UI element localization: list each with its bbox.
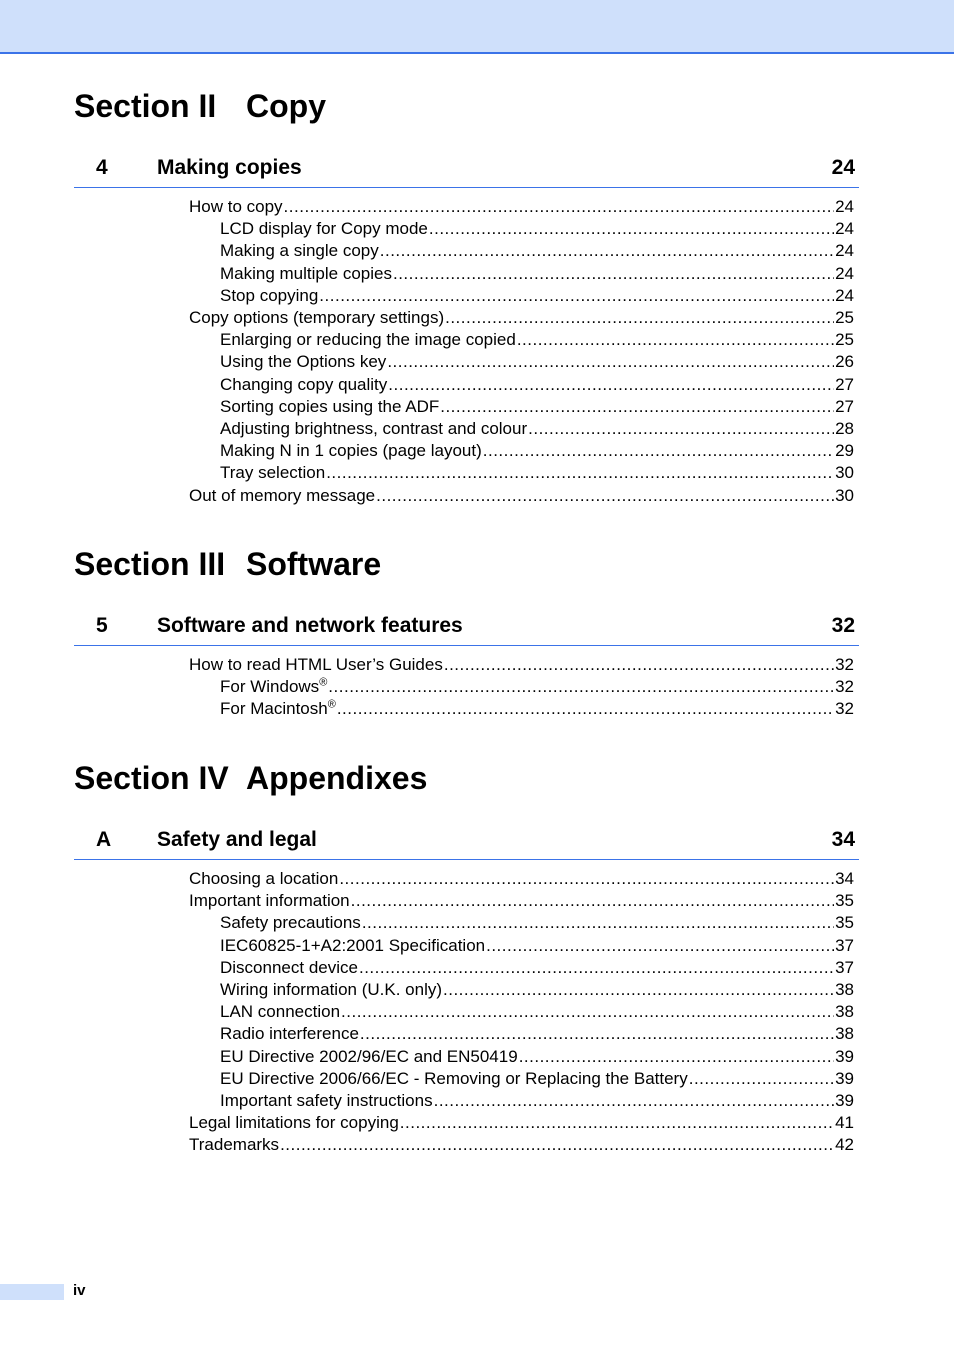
dot-leader [326,462,834,484]
toc-entry[interactable] [220,698,854,720]
section-name: Appendixes [246,760,428,796]
toc-entry-title [220,1001,340,1023]
section-label: Section II [74,88,217,124]
toc-entry-text: Choosing a location [189,869,339,888]
toc-entry-text: How to copy [189,197,283,216]
toc-entry-title [220,979,442,1001]
chapter-title: Safety and legal [157,828,317,851]
toc-entry-page: 39 [835,1068,854,1088]
dot-leader [337,698,834,720]
dot-leader [388,374,834,396]
toc-entry-text: How to read HTML User’s Guides [189,655,443,674]
toc-entry-text: Important information [189,891,350,911]
toc-entry-page: 39 [835,1046,854,1066]
footer-page-number: iv [73,1282,86,1299]
toc-entry-text: Disconnect device [220,957,358,977]
toc-entry-text: EU Directive 2002/96/EC and EN50419 [220,1046,518,1066]
toc-entry-title [220,1023,359,1045]
toc-entry-page: 37 [835,935,854,955]
dot-leader [445,307,834,329]
toc-entry[interactable] [189,868,854,890]
toc-entry-text: Changing copy quality [220,374,388,394]
dot-leader [393,263,834,285]
toc-entry[interactable] [220,329,854,351]
toc-entry-title [220,912,361,934]
dot-leader [387,351,834,373]
chapter-number: A [96,828,112,851]
toc-entry[interactable] [189,890,854,912]
toc-entry-text: EU Directive 2006/66/EC - Removing or Replacing the Battery [220,1068,688,1088]
toc-entry-title [189,1112,399,1134]
toc-entry[interactable] [220,957,854,979]
toc-entry[interactable] [220,396,854,418]
section-title [74,760,428,796]
dot-leader [284,196,835,218]
toc-entry[interactable] [220,1001,854,1023]
section-title [74,88,326,124]
toc-entry-title [220,1068,688,1090]
footer-band [0,1284,64,1300]
toc-entry-page: 34 [835,869,854,888]
toc-entry-text: For Macintosh [220,699,328,719]
dot-leader [380,240,834,262]
dot-leader [483,440,834,462]
toc-entry-title [189,654,443,676]
toc-entry[interactable] [220,912,854,934]
toc-entry-title [220,440,482,462]
toc-entry-text: Adjusting brightness, contrast and colour [220,419,528,438]
toc-entry-title [189,868,338,890]
dot-leader [339,868,834,890]
toc-entry-text: Enlarging or reducing the image copied [220,330,516,350]
toc-entry-page: 27 [835,396,854,416]
chapter-page: 24 [831,156,855,179]
toc-entry[interactable] [220,374,854,396]
toc-entry[interactable] [220,218,854,240]
toc-entry[interactable] [220,351,854,373]
toc-entry-page: 29 [835,441,854,461]
toc-entry-title [220,676,327,698]
toc-entry[interactable] [220,440,854,462]
toc-entry-text: LAN connection [220,1002,341,1022]
chapter-page: 34 [831,828,855,851]
chapter-number: 5 [96,614,108,637]
toc-entry-text: Safety precautions [220,913,361,933]
toc-entry[interactable] [220,1023,854,1045]
toc-entry[interactable] [189,654,854,676]
toc-entry-page: 32 [835,699,854,719]
toc-entry-page: 25 [835,330,854,350]
toc-entry-page: 30 [835,463,854,483]
toc-entry-title [220,698,336,720]
chapter-page: 32 [831,614,855,637]
toc-entry[interactable] [189,196,854,218]
toc-entry[interactable] [220,418,854,440]
toc-entry-title [189,890,350,912]
toc-entry-page: 24 [835,241,854,261]
section-title [74,546,382,582]
toc-entry-text: For Windows [220,677,320,697]
section-name: Software [246,546,382,582]
toc-entry-title [220,396,439,418]
toc-entry-page: 38 [835,1002,854,1022]
section-label: Section III [74,546,226,582]
toc-entry[interactable] [220,676,854,698]
toc-entry[interactable] [220,285,854,307]
toc-entry-page: 37 [835,957,854,977]
dot-leader [351,890,834,912]
dot-leader [360,1023,834,1045]
chapter-title: Software and network features [157,614,463,637]
dot-leader [362,912,834,934]
toc-entry-page: 39 [835,1091,854,1110]
toc-entry-title [220,240,379,262]
registered-mark: ® [319,676,328,689]
toc-entry-title [220,374,387,396]
section-name: Copy [246,88,326,124]
dot-leader [517,329,834,351]
toc-entry-page: 26 [835,352,854,372]
toc-entry[interactable] [189,485,854,507]
toc-entry-title [189,196,283,218]
dot-leader [486,935,834,957]
toc-entry[interactable] [189,307,854,329]
toc-entry-page: 27 [835,374,854,394]
toc-entry-page: 24 [835,197,854,216]
toc-entry-text: Legal limitations for copying [189,1113,399,1133]
toc-entry-page: 30 [835,485,854,505]
toc-entry-text: Important safety instructions [220,1091,433,1110]
chapter-heading[interactable] [74,613,859,646]
toc-entry[interactable] [220,240,854,262]
toc-entry-title [189,307,444,329]
toc-entry-page: 24 [835,263,854,283]
toc-entry-page: 42 [835,1135,854,1155]
toc-entry-title [220,263,392,285]
toc-entry-page: 32 [835,677,854,697]
toc-entry[interactable] [220,979,854,1001]
toc-entry-text: Radio interference [220,1024,359,1044]
toc-entry[interactable] [189,1112,854,1134]
dot-leader [528,418,834,440]
toc-entry[interactable] [220,1090,854,1112]
dot-leader [341,1001,834,1023]
dot-leader [376,485,834,507]
toc-entry-title [220,218,428,240]
chapter-heading[interactable] [74,827,859,860]
toc-entry-text: Making multiple copies [220,263,392,283]
toc-entry-page: 24 [835,285,854,305]
toc-entry-page: 35 [835,891,854,911]
toc-entry-text: Wiring information (U.K. only) [220,980,443,999]
toc-entry-text: Making N in 1 copies (page layout) [220,441,482,461]
registered-mark: ® [327,698,336,711]
dot-leader [328,676,834,698]
toc-entry-text: IEC60825-1+A2:2001 Specification [220,935,486,955]
dot-leader [319,285,834,307]
header-band [0,0,954,54]
toc-entry-text: Using the Options key [220,352,387,372]
toc-entry-title [220,285,318,307]
chapter-heading[interactable] [74,155,859,188]
chapter-title: Making copies [157,156,302,179]
toc-entry-title [220,351,386,373]
toc-entry-page: 32 [835,655,854,674]
dot-leader [359,957,834,979]
toc-entry-title [189,1134,279,1156]
toc-entry[interactable] [220,263,854,285]
chapter-number: 4 [96,156,108,179]
toc-entry-title [220,329,516,351]
toc-entry-title [220,418,527,440]
toc-entry-page: 25 [835,308,854,327]
dot-leader [280,1134,834,1156]
toc-entry-title [220,957,358,979]
toc-entry-page: 28 [835,419,854,438]
toc-entry-page: 24 [835,219,854,239]
toc-entry-page: 35 [835,913,854,933]
dot-leader [689,1068,834,1090]
toc-entry-text: Sorting copies using the ADF [220,396,440,416]
toc-entry[interactable] [189,1134,854,1156]
toc-entry-text: Stop copying [220,285,319,305]
toc-entry-title [220,1046,518,1068]
dot-leader [434,1090,834,1112]
toc-entry[interactable] [220,935,854,957]
dot-leader [429,218,834,240]
toc-entry-text: Out of memory message [189,485,376,505]
section-label: Section IV [74,760,229,796]
toc-entry-text: Copy options (temporary settings) [189,308,445,327]
toc-entry-text: Tray selection [220,463,326,483]
dot-leader [519,1046,834,1068]
toc-entry[interactable] [220,462,854,484]
toc-entry-page: 38 [835,980,854,999]
toc-entry-title [220,1090,433,1112]
toc-entry-text: Trademarks [189,1135,280,1155]
dot-leader [440,396,834,418]
toc-entry-page: 41 [835,1113,854,1133]
toc-entry-title [220,462,325,484]
dot-leader [443,979,834,1001]
dot-leader [400,1112,834,1134]
dot-leader [444,654,834,676]
toc-entry-title [220,935,485,957]
toc-entry-page: 38 [835,1024,854,1044]
toc-entry-text: Making a single copy [220,241,379,261]
toc-entry[interactable] [220,1046,854,1068]
toc-entry-title [189,485,375,507]
toc-entry-text: LCD display for Copy mode [220,219,428,239]
toc-entry[interactable] [220,1068,854,1090]
